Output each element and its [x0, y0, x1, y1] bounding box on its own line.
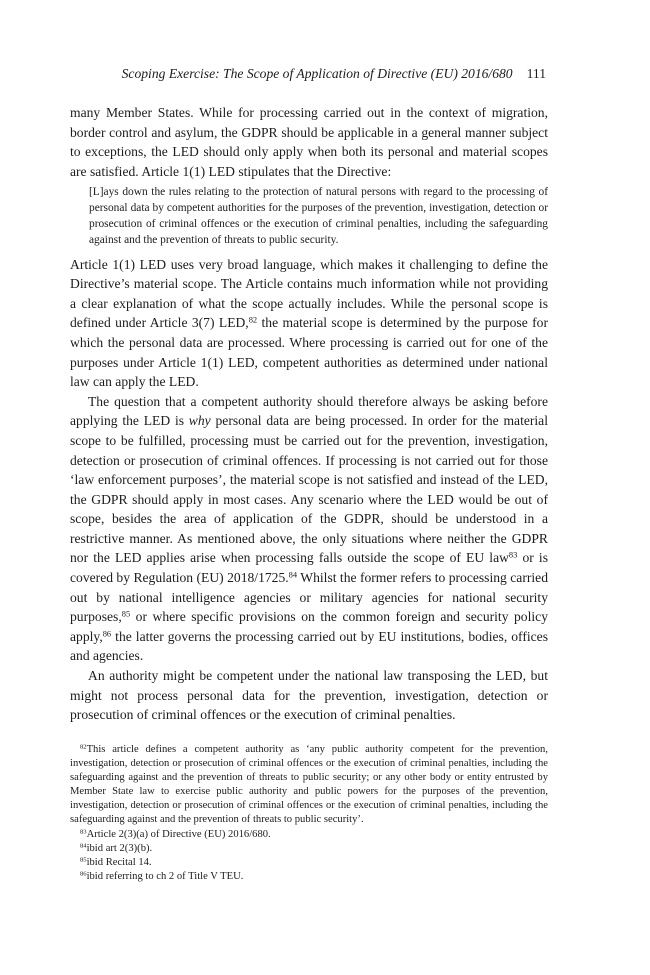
- paragraph-3-text-d: Whilst the former refers to processing carried out by national intelligence agencies or military agencies for national security purposes,: [70, 570, 548, 625]
- paragraph-2-text-b: the material scope is determined by the purpose for which the personal data are processed. Where processing is carried out for one of the purposes under Article 1(1) LED, competent authorities as determined under national law can apply the LED.: [70, 315, 548, 390]
- footnote-ref-85[interactable]: 85: [121, 608, 131, 619]
- paragraph-3: [70, 392, 548, 666]
- footnote-ref-83[interactable]: 83: [508, 549, 518, 560]
- footnote-number: 85: [80, 856, 87, 864]
- footnote-ref-86[interactable]: 86: [102, 628, 112, 639]
- paragraph-3-text-f: the latter governs the processing carried out by EU institutions, bodies, offices and agencies.: [70, 628, 548, 664]
- footnote-text: ibid art 2(3)(b).: [86, 842, 153, 854]
- footnote-85: [70, 856, 548, 870]
- main-text: [70, 103, 548, 725]
- footnote-number: 84: [80, 842, 87, 850]
- block-quote-article-1-1: [L]ays down the rules relating to the protection of natural persons with regard to the processing of personal data by competent authorities for the purposes of the prevention, investigation, detection or prosecution of criminal offences or the execution of criminal penalties, including the safeguarding against and the prevention of threats to public security.: [89, 186, 548, 246]
- paragraph-3-text-c: or is covered by Regulation (EU) 2018/1725.: [70, 550, 548, 586]
- footnote-ref-82[interactable]: 82: [248, 314, 258, 325]
- footnote-text: Article 2(3)(a) of Directive (EU) 2016/680.: [86, 828, 271, 840]
- footnote-text: ibid referring to ch 2 of Title V TEU.: [86, 870, 244, 882]
- page-number: 111: [526, 66, 546, 81]
- footnote-text: ibid Recital 14.: [86, 856, 152, 868]
- footnote-text: This article defines a competent authority as ‘any public authority competent for the prevention, investigation, detection or prosecution of criminal offences or the execution of criminal penalties, including the safeguarding against and the prevention of threats to public security; or any other body or entity entrusted by Member State law to exercise public authority and public powers for the purposes of the prevention, investigation, detection or prosecution of criminal offences or the execution of criminal penalties, including the safeguarding against and the prevention of threats to public security’.: [70, 744, 548, 826]
- emphasis-why: why: [188, 413, 211, 429]
- footnote-ref-84[interactable]: 84: [288, 569, 298, 580]
- footnotes-section: [70, 743, 548, 884]
- running-head: [70, 66, 546, 82]
- footnote-86: [70, 870, 548, 884]
- footnote-83: [70, 828, 548, 842]
- footnote-84: [70, 842, 548, 856]
- footnote-82: [70, 743, 548, 828]
- paragraph-1: many Member States. While for processing carried out in the context of migration, border control and asylum, the GDPR should be applicable in a general manner subject to exceptions, the LED should only apply when both its personal and material scopes are satisfied. Article 1(1) LED stipulates that the Directive:: [70, 105, 548, 179]
- footnote-number: 86: [80, 870, 87, 878]
- paragraph-4: An authority might be competent under the national law transposing the LED, but might not process personal data for the prevention, investigation, detection or prosecution of criminal offences or the execution of criminal penalties.: [70, 668, 548, 723]
- paragraph-3-text-e: or where specific provisions on the common foreign and security policy apply,: [70, 609, 548, 644]
- footnote-number: 83: [80, 827, 87, 835]
- paragraph-3-text-a: The question that a competent authority should therefore always be asking before applying the LED is: [70, 393, 548, 429]
- running-head-title: Scoping Exercise: The Scope of Application of Directive (EU) 2016/680: [121, 66, 513, 81]
- paragraph-2-text-a: Article 1(1) LED uses very broad language, which makes it challenging to define the Directive’s material scope. The Article contains much information while not providing a clear explanation of what the scope actually includes. While the personal scope is defined under Article 3(7) LED,: [70, 256, 548, 331]
- footnote-number: 82: [80, 743, 87, 751]
- paragraph-2: [70, 255, 548, 392]
- paragraph-3-text-b: personal data are being processed. In order for the material scope to be fulfilled, processing must be carried out for the prevention, investigation, detection or prosecution of criminal offences. If processing is not carried out for those ‘law enforcement purposes’, the material scope is not satisfied and instead of the LED, the GDPR should apply in most cases. Any scenario where the LED would be out of scope, besides the area of application of the GDPR, should be understood in a restrictive manner. As mentioned above, the only situations where neither the GDPR nor the LED applies arise when processing falls outside the scope of EU law: [70, 413, 548, 566]
